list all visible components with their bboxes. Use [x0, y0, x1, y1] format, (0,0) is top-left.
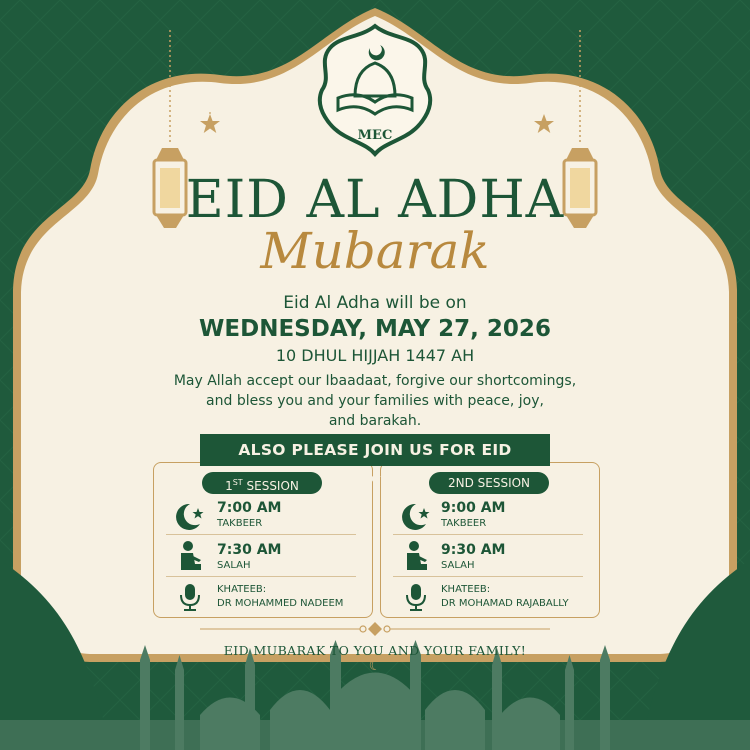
footer-greeting: EID MUBARAK TO YOU AND YOUR FAMILY!: [223, 643, 527, 658]
hijri-date: 10 DHUL HIJJAH 1447 AH: [275, 346, 475, 365]
divider: [393, 534, 583, 535]
ornament-divider-icon: [200, 620, 550, 638]
session-2-takbeer-label: TAKBEER: [441, 518, 487, 529]
divider: [166, 576, 356, 577]
crescent-star-icon: [172, 500, 206, 534]
session-1-label-sup: ST: [232, 478, 243, 487]
divider: [166, 534, 356, 535]
session-1-takbeer-label: TAKBEER: [217, 518, 263, 529]
session-2-salah-label: SALAH: [441, 560, 475, 571]
logo-text: MEC: [357, 128, 393, 143]
praying-person-icon: [401, 540, 431, 574]
session-1-label-rest: SESSION: [242, 479, 299, 493]
session-1-salah-label: SALAH: [217, 560, 251, 571]
session-1-salah-time: 7:30 AM: [217, 542, 282, 558]
page-subtitle: Mubarak: [260, 222, 490, 280]
microphone-icon: [404, 582, 428, 612]
divider: [393, 576, 583, 577]
session-2-salah-time: 9:30 AM: [441, 542, 506, 558]
eid-date: WEDNESDAY, MAY 27, 2026: [199, 316, 551, 342]
session-1-takbeer-time: 7:00 AM: [217, 500, 282, 516]
session-2-label: 2ND SESSION: [429, 472, 549, 494]
session-1-label: [202, 472, 322, 494]
crescent-star-icon: [398, 500, 432, 534]
blessing-line-2: and bless you and your families with peace, joy,: [206, 393, 544, 409]
session-2-khateeb-label: KHATEEB:: [441, 584, 491, 595]
announcement-line: Eid Al Adha will be on: [283, 293, 467, 313]
blessing-line-1: May Allah accept our Ibaadaat, forgive our shortcomings,: [173, 373, 577, 389]
session-1-khateeb-name: DR MOHAMMED NADEEM: [217, 598, 344, 609]
session-2-khateeb-name: DR MOHAMAD RAJABALLY: [441, 598, 569, 609]
praying-person-icon: [175, 540, 205, 574]
blessing-message: [0, 371, 750, 431]
left-star-icon: [198, 112, 222, 136]
session-2-takbeer-time: 9:00 AM: [441, 500, 506, 516]
blessing-line-3: and barakah.: [328, 413, 422, 429]
right-star-icon: [532, 112, 556, 136]
svg-text:☾: ☾: [368, 658, 382, 674]
session-1-khateeb-label: KHATEEB:: [217, 584, 267, 595]
session-1-label-num: 1: [225, 479, 233, 493]
page-title: EID AL ADHA: [185, 170, 565, 230]
microphone-icon: [178, 582, 202, 612]
prayers-banner: ALSO PLEASE JOIN US FOR EID PRAYERS: [200, 434, 550, 466]
